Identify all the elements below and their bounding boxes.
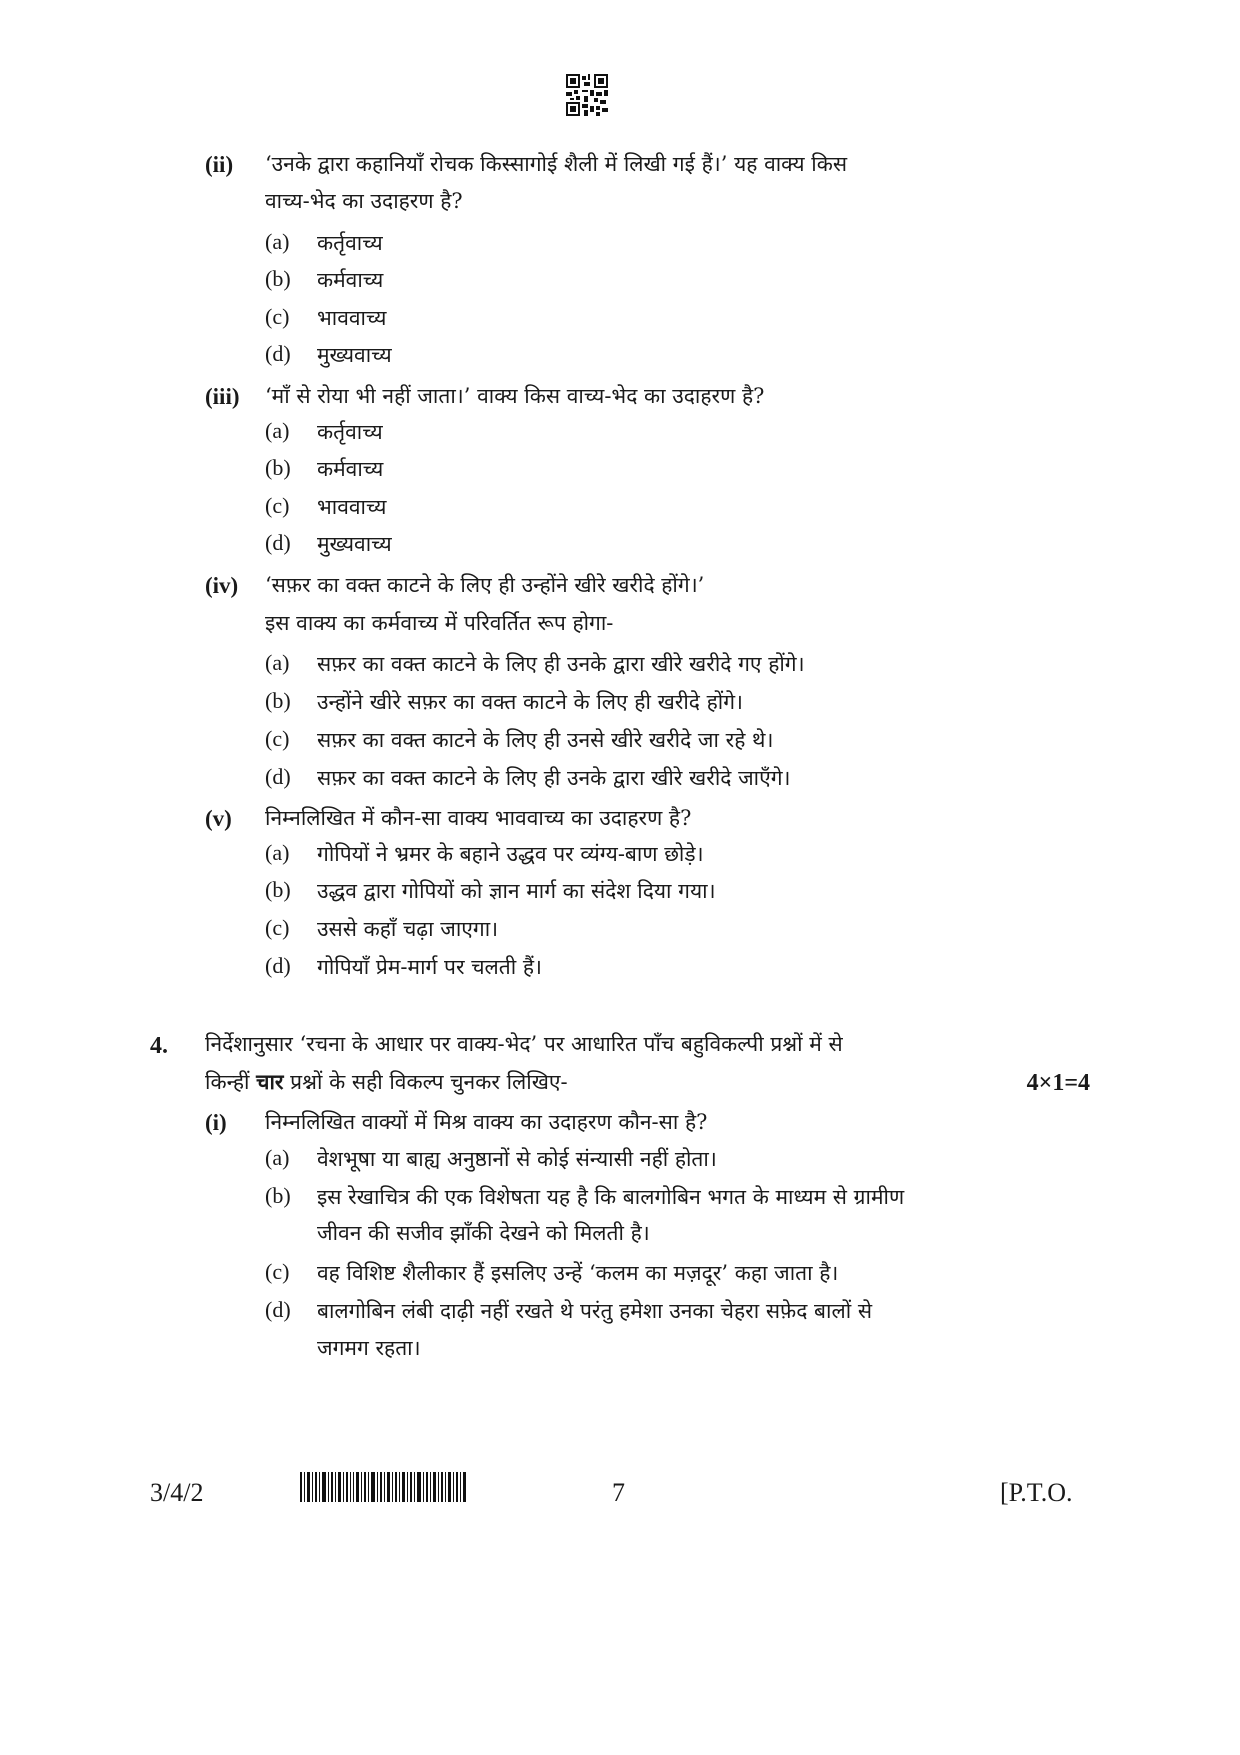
option-text-cont: जगमग रहता। [317,1336,421,1360]
option-label: (c) [265,493,290,518]
option-label: (a) [265,229,290,254]
subquestion-number: (i) [205,1110,227,1135]
option-text: इस रेखाचित्र की एक विशेषता यह है कि बालगोबिन भगत के माध्यम से ग्रामीण [317,1185,905,1209]
question-text-cont: इस वाक्य का कर्मवाच्य में परिवर्तित रूप होगा- [265,611,614,635]
option-label: (d) [265,953,291,978]
option-label: (c) [265,1259,290,1284]
barcode [300,1472,466,1502]
option-text: उद्धव द्वारा गोपियों को ज्ञान मार्ग का संदेश दिया गया। [317,879,716,903]
question-text-cont: वाच्य-भेद का उदाहरण है? [265,189,463,213]
question-number: (iv) [205,573,239,598]
option-label: (a) [265,418,290,443]
subquestion-text: निम्नलिखित वाक्यों में मिश्र वाक्य का उदाहरण कौन-सा है? [265,1110,708,1134]
question-number: 4. [150,1033,168,1059]
option-text: बालगोबिन लंबी दाढ़ी नहीं रखते थे परंतु हमेशा उनका चेहरा सफ़ेद बालों से [317,1299,873,1323]
text-segment: प्रश्नों के सही विकल्प चुनकर लिखिए- [283,1070,568,1094]
option-text: गोपियाँ प्रेम-मार्ग पर चलती हैं। [317,955,542,979]
question-number: (ii) [205,152,234,177]
option-label: (c) [265,304,290,329]
paper-code: 3/4/2 [150,1478,204,1507]
question-text: निम्नलिखित में कौन-सा वाक्य भाववाच्य का उदाहरण है? [265,806,692,830]
question-text: ‘उनके द्वारा कहानियाँ रोचक किस्सागोई शैली में लिखी गई हैं।’ यह वाक्य किस [265,152,848,176]
question-text: ‘सफ़र का वक्त काटने के लिए ही उन्होंने खीरे खरीदे होंगे।’ [265,573,705,597]
option-label: (b) [265,877,291,902]
option-text: कर्तृवाच्य [317,420,383,444]
option-text: भाववाच्य [317,495,387,519]
question-text: निर्देशानुसार ‘रचना के आधार पर वाक्य-भेद’ पर आधारित पाँच बहुविकल्पी प्रश्नों में से [205,1032,843,1056]
marks-allocation: 4×1=4 [1026,1070,1090,1096]
option-label: (a) [265,840,290,865]
option-text: कर्तृवाच्य [317,231,383,255]
question-text: ‘माँ से रोया भी नहीं जाता।’ वाक्य किस वाच्य-भेद का उदाहरण है? [265,384,765,408]
option-text: सफ़र का वक्त काटने के लिए ही उनसे खीरे खरीदे जा रहे थे। [317,728,774,752]
question-text-cont [205,1063,568,1101]
option-text-cont: जीवन की सजीव झाँकी देखने को मिलती है। [317,1221,650,1245]
question-number: (iii) [205,384,240,409]
bold-text: चार [256,1069,284,1094]
option-text: वह विशिष्ट शैलीकार हैं इसलिए उन्हें ‘कलम का मज़दूर’ कहा जाता है। [317,1261,839,1285]
please-turn-over: [P.T.O. [1000,1478,1073,1507]
option-text: कर्मवाच्य [317,457,384,481]
option-text: मुख्यवाच्य [317,532,392,556]
option-text: सफ़र का वक्त काटने के लिए ही उनके द्वारा खीरे खरीदे गए होंगे। [317,652,805,676]
option-text: कर्मवाच्य [317,268,384,292]
option-text: उससे कहाँ चढ़ा जाएगा। [317,917,499,941]
text-segment: किन्हीं [205,1070,257,1094]
option-label: (c) [265,915,290,940]
option-label: (c) [265,726,290,751]
option-label: (b) [265,1183,291,1208]
option-label: (a) [265,650,290,675]
option-text: सफ़र का वक्त काटने के लिए ही उनके द्वारा खीरे खरीदे जाएँगे। [317,766,791,790]
option-label: (d) [265,530,291,555]
qr-code [566,74,608,116]
option-text: गोपियों ने भ्रमर के बहाने उद्धव पर व्यंग्य-बाण छोड़े। [317,842,704,866]
option-text: उन्होंने खीरे सफ़र का वक्त काटने के लिए ही खरीदे होंगे। [317,690,743,714]
option-text: वेशभूषा या बाह्य अनुष्ठानों से कोई संन्यासी नहीं होता। [317,1147,717,1171]
option-label: (d) [265,341,291,366]
page-number: 7 [612,1478,625,1507]
option-label: (a) [265,1145,290,1170]
option-label: (b) [265,688,291,713]
option-text: मुख्यवाच्य [317,343,392,367]
question-number: (v) [205,806,232,831]
option-label: (b) [265,266,291,291]
option-text: भाववाच्य [317,306,387,330]
option-label: (d) [265,1297,291,1322]
option-label: (b) [265,455,291,480]
option-label: (d) [265,764,291,789]
